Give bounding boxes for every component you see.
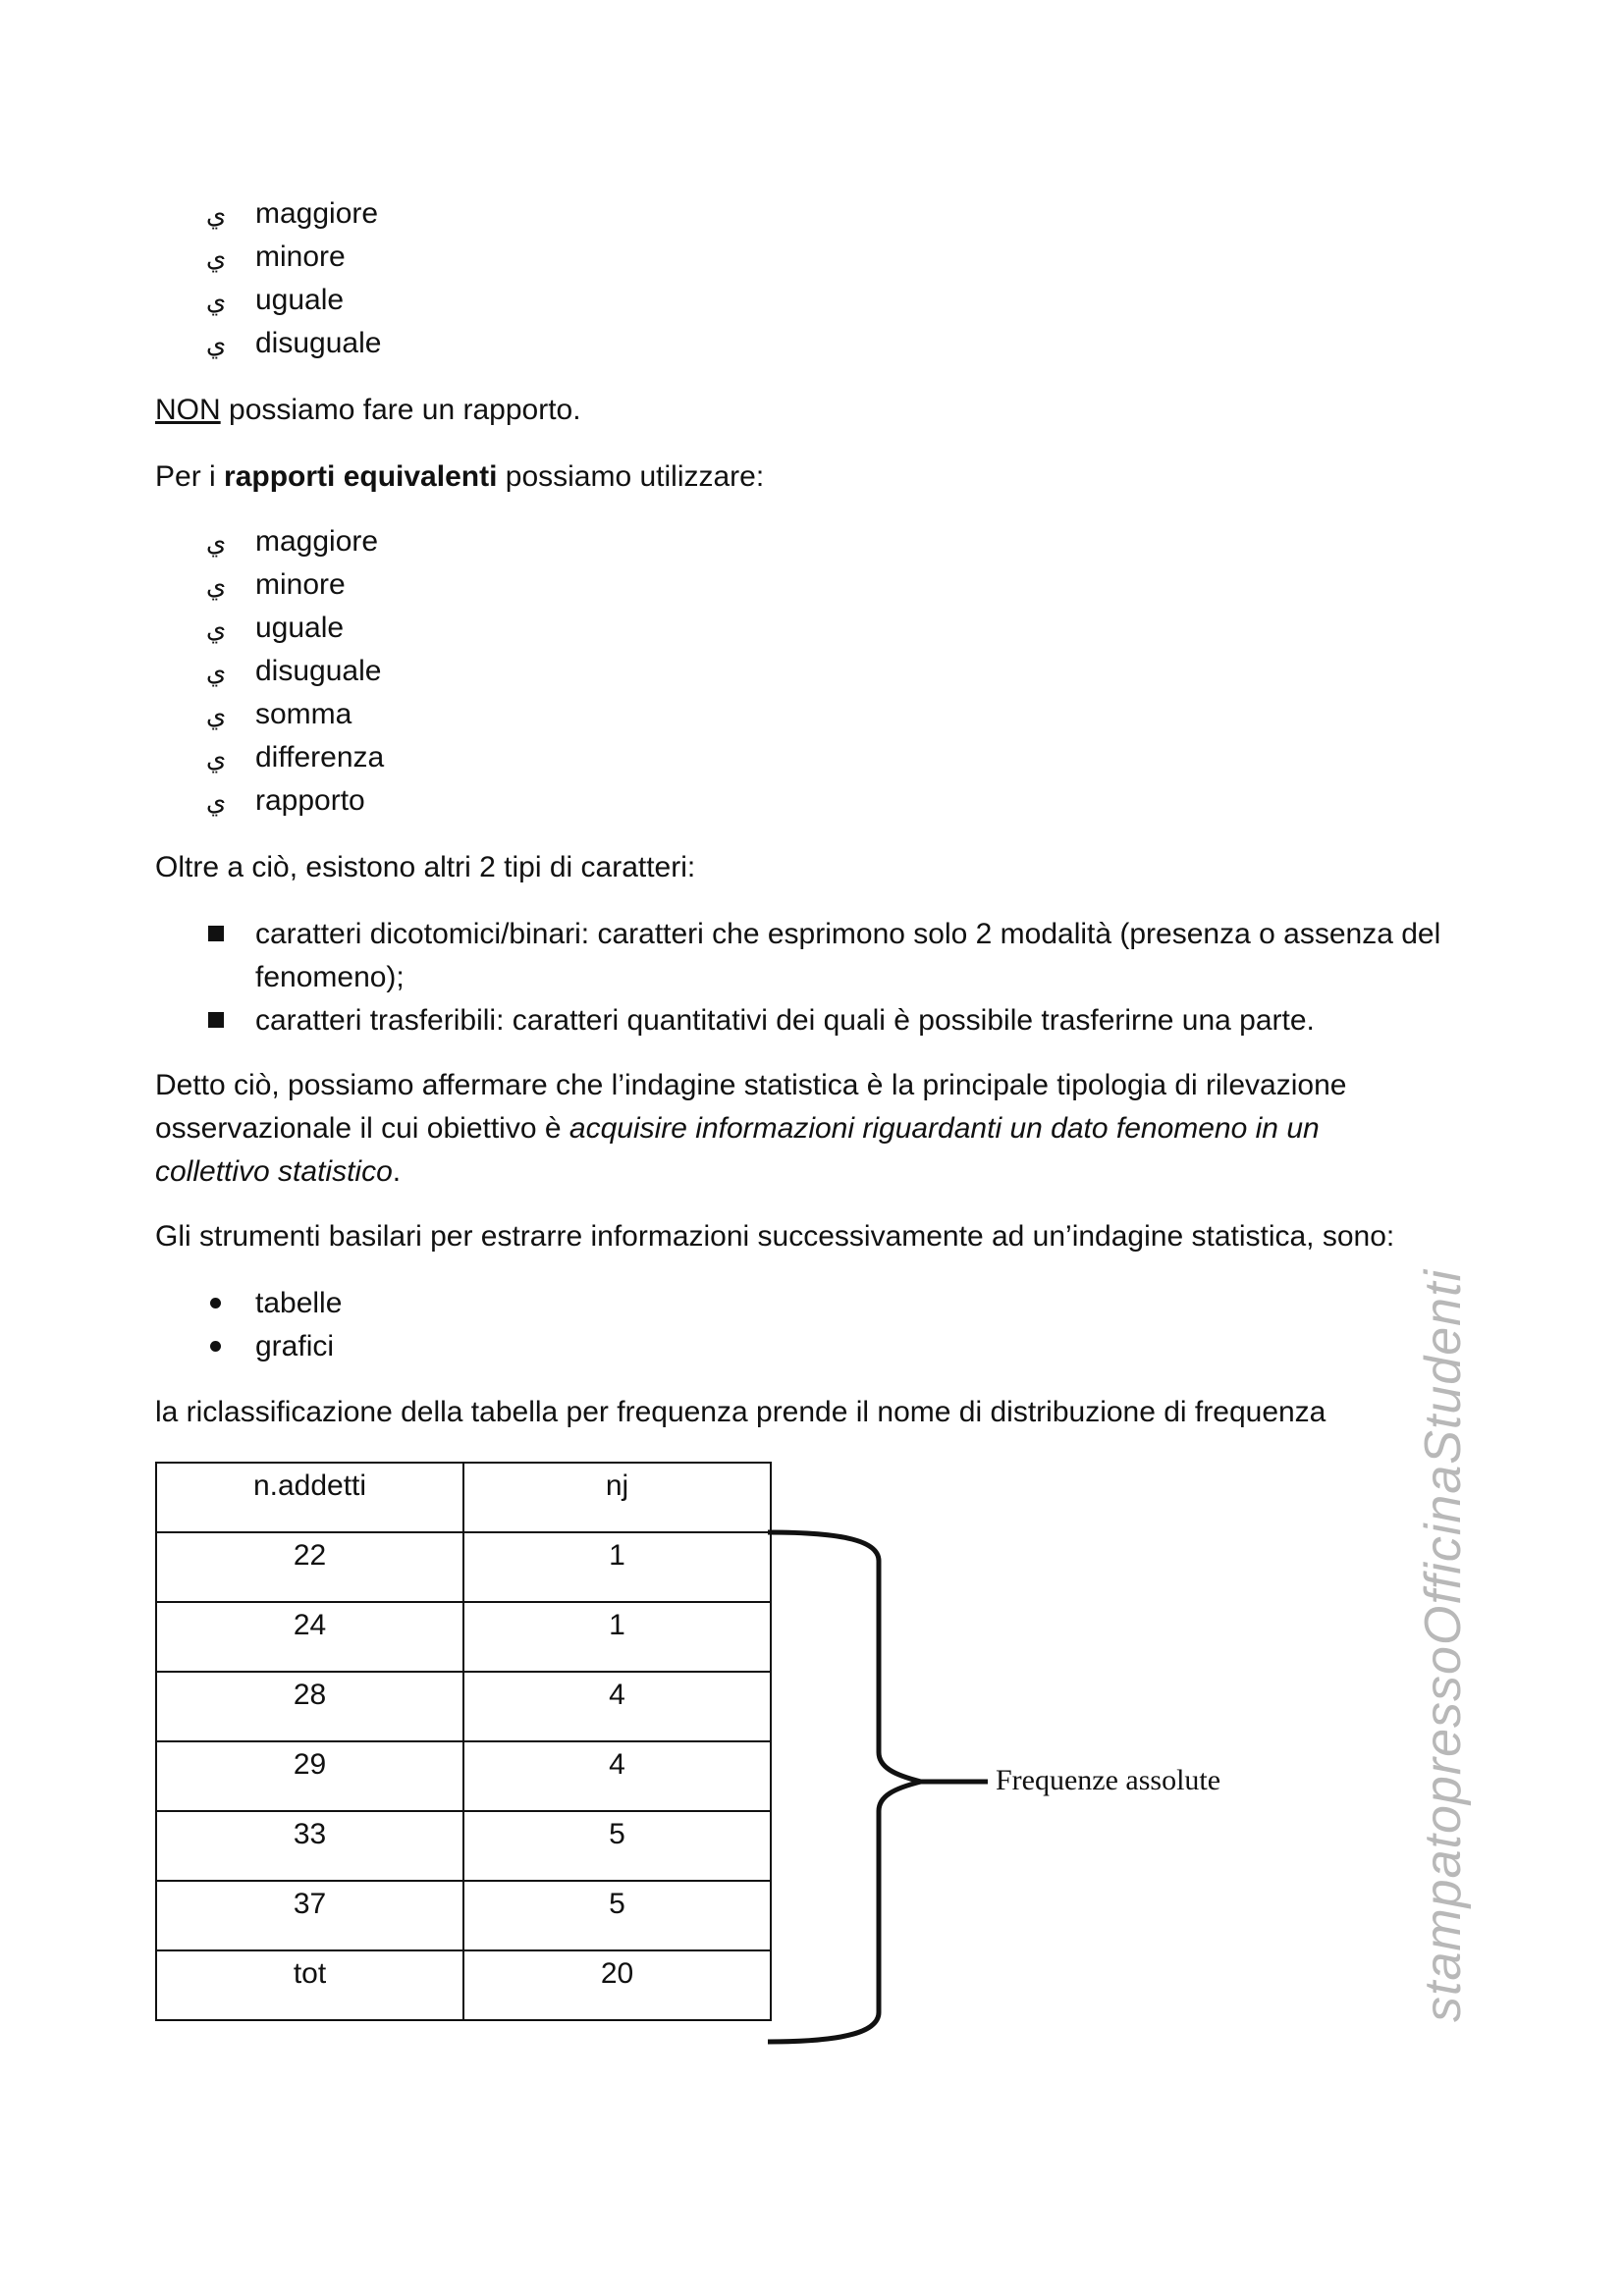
document-page: ي maggiore ي minore ي uguale ي disuguale NON possiamo fare un rapporto. Per i rapporti equivalenti possiamo utilizzare: ي maggiore ي minore ي uguale ي disuguale ي somma ي differenza ي rapporto Oltre a ciò, esistono altri 2 tipi di caratteri: caratteri dicotomici/binari: caratteri che esprimono solo 2 modalità (presenza o assenza del fenomeno); caratteri trasferibili: caratteri quantitativi dei quali è possibile trasferirne una parte. Detto ciò, possiamo affermare che l’indagine statistica è la principale tipologia di rilevazione osservazionale il cui obiettivo è acquisire informazioni riguardanti un dato fenomeno in un collettivo statistico. Gli strumenti basilari per estrarre informazioni successivamente ad un’indagine statistica, sono: tabelle grafici la riclassificazione della tabella per frequenza prende il nome di distribuzione di frequenza n.addetti nj 22 1 24 1 28 4 29 4 33 5 37 5 tot 20 Frequenze assolute stampatopressoOfficinaStudenti (0, 0, 1624, 2296)
survey-paragraph: Detto ciò, possiamo affermare che l’indagine statistica è la principale tipologia di rilevazione osservazionale il cui obiettivo è acquisire informazioni riguardanti un dato fenomeno in un collettivo statistico. (155, 1069, 1347, 1188)
table-cell: 20 (463, 1950, 771, 2020)
table-cell: 29 (156, 1741, 463, 1811)
arabic-bullet-icon: ي (205, 657, 227, 686)
arabic-bullet-icon: ي (205, 786, 227, 816)
table-header-cell: nj (463, 1463, 771, 1532)
arabic-bullet-icon: ي (205, 743, 227, 773)
vertical-watermark: stampatopressoOfficinaStudenti (1415, 1268, 1472, 2022)
table-cell: 33 (156, 1811, 463, 1881)
table-cell: 4 (463, 1741, 771, 1811)
table-cell: tot (156, 1950, 463, 2020)
arabic-bullet-icon: ي (205, 614, 227, 643)
table-cell: 28 (156, 1672, 463, 1741)
tools-intro: Gli strumenti basilari per estrarre informazioni successivamente ad un’indagine statistica, sono: (155, 1220, 1395, 1253)
table-cell: 24 (156, 1602, 463, 1672)
equivalent-ratios-intro: Per i rapporti equivalenti possiamo utilizzare: (155, 460, 765, 493)
arabic-bullet-icon: ي (205, 570, 227, 600)
other-types-intro: Oltre a ciò, esistono altri 2 tipi di caratteri: (155, 851, 696, 883)
table-header-cell: n.addetti (156, 1463, 463, 1532)
arabic-bullet-icon: ي (205, 242, 227, 272)
arabic-bullet-icon: ي (205, 286, 227, 315)
table-cell: 5 (463, 1811, 771, 1881)
bracket-label: Frequenze assolute (996, 1764, 1221, 1796)
arabic-bullet-icon: ي (205, 700, 227, 729)
arabic-bullet-icon: ي (205, 199, 227, 229)
table-cell: 5 (463, 1881, 771, 1950)
brace-path (768, 1532, 921, 2042)
table-cell: 37 (156, 1881, 463, 1950)
arabic-bullet-icon: ي (205, 527, 227, 557)
arabic-bullet-icon: ي (205, 329, 227, 358)
table-cell: 1 (463, 1532, 771, 1602)
table-cell: 1 (463, 1602, 771, 1672)
reclassification-text: la riclassificazione della tabella per frequenza prende il nome di distribuzione di frequenza (155, 1396, 1326, 1428)
table-cell: 4 (463, 1672, 771, 1741)
table-cell: 22 (156, 1532, 463, 1602)
no-ratio-text: NON possiamo fare un rapporto. (155, 394, 581, 426)
